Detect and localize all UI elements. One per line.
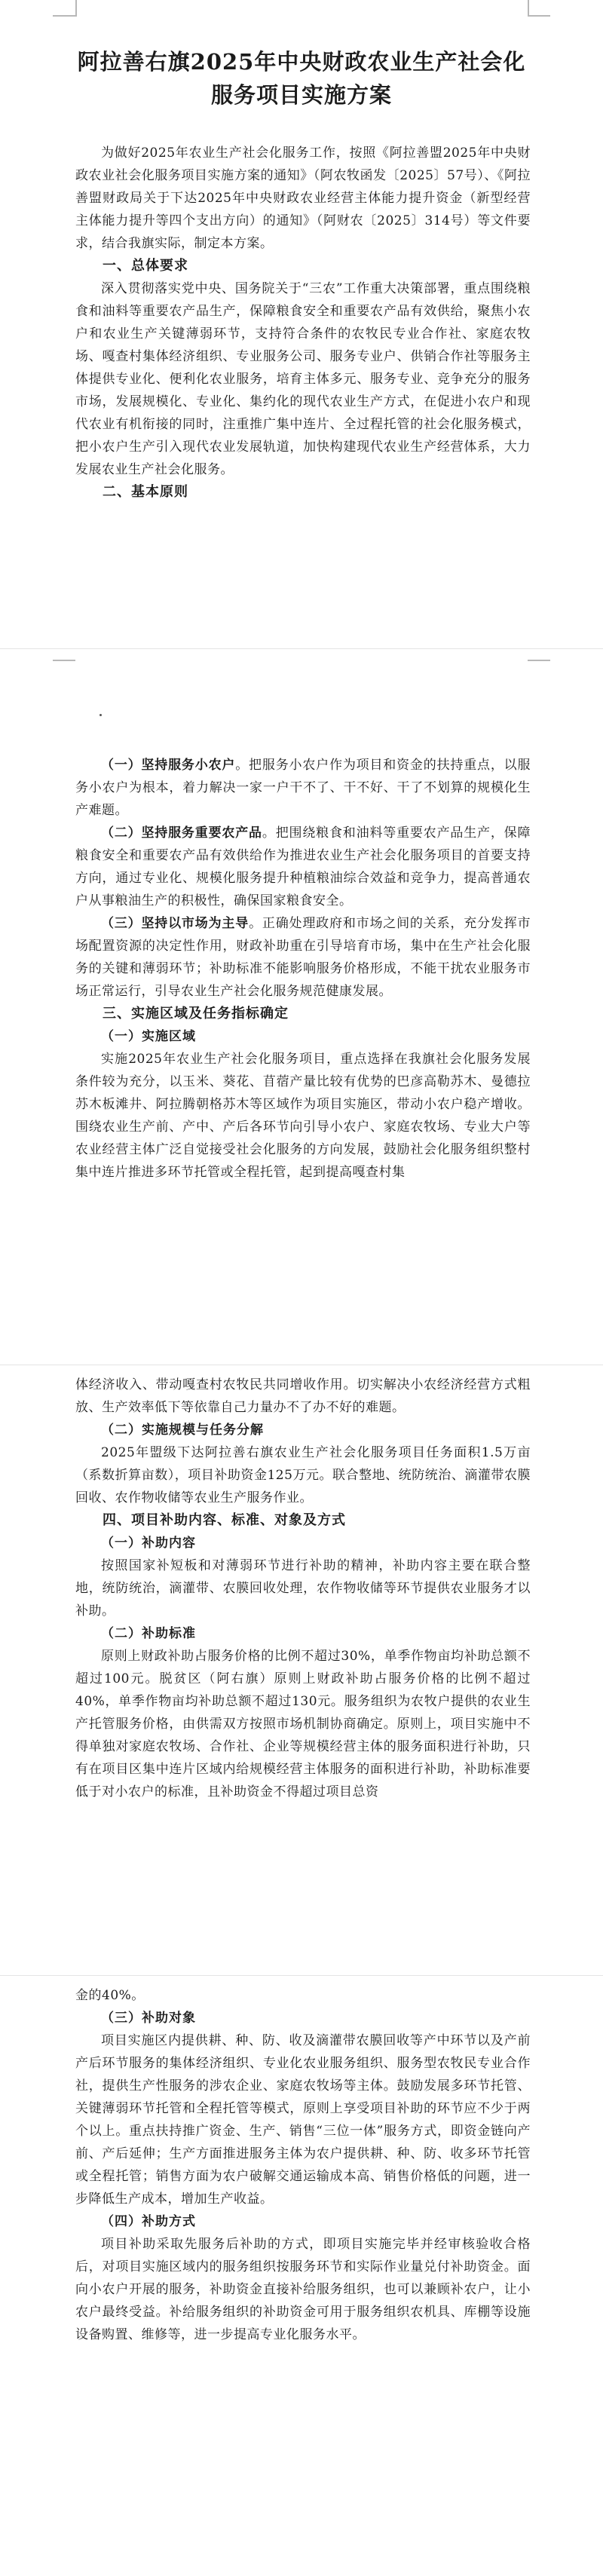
section-3-sub-1-text-a: 实施2025年农业生产社会化服务项目，重点选择在我旗社会化服务发展条件较为充分，以玉米、葵花、苜蓿产量比较有优势的巴彦高勒苏木、曼德拉苏木板滩井、阿拉腾朝格苏木等区域作为项目实施区，带动小农户稳产增收。围绕农业生产前、产中、产后各环节向引导小农户、家庭农牧场、专业大户等农业经营主体广泛自觉接受社会化服务的方向发展，鼓励社会化服务组织整村集中连片推进多环节托管或全程托管，起到提高嘎查村集 [75,1052,531,1180]
principle-1-text: 。把服务小农户作为项目和资金的扶持重点，以服务小农户为根本，着力解决一家一户干不了、干不好、干了不划算的规模化生产难题。 [75,758,531,818]
intro-paragraph: 为做好2025年农业生产社会化服务工作，按照《阿拉善盟2025年中央财政农业社会化服务项目实施方案的通知》（阿农牧函发〔2025〕57号）、《阿拉善盟财政局关于下达2025年中央财政农业经营主体能力提升资金（新型经营主体能力提升等四个支出方向）的通知》（阿财农〔2025〕314号）等文件要求，结合我旗实际，制定本方案。 [75,145,531,251]
principle-2 [75,822,531,912]
principles-block [75,754,531,1184]
document-title [53,45,550,112]
section-4-sub-4-text: 项目补助采取先服务后补助的方式，即项目实施完毕并经审核验收合格后，对项目实施区域内的服务组织按服务环节和实际作业量兑付补助资金。面向小农户开展的服务，补助资金直接补给服务组织，也可以兼顾补农户，让小农户最终受益。补给服务组织的补助资金可用于服务组织农机具、库棚等设施设备购置、维修等，进一步提高专业化服务水平。 [75,2237,531,2342]
principle-2-lead: （二）坚持服务重要农产品 [101,825,262,841]
section-1-text: 深入贯彻落实党中央、国务院关于“三农”工作重大决策部署，重点围绕粮食和油料等重要农产品生产，保障粮食安全和重要农产品有效供给，聚焦小农户和农业生产关键薄弱环节，支持符合条件的农牧民专业合作社、家庭农牧场、嘎查村集体经济组织、专业服务公司、服务专业户、供销合作社等服务主体提供专业化、便利化农业服务，培育主体多元、服务专业、竞争充分的服务市场，发展规模化、专业化、集约化的现代农业生产方式，在促进小农户和现代农业有机衔接的同时，注重推广集中连片、全过程托管的社会化服务模式，把小农户生产引入现代农业发展轨道，加快构建现代农业生产经营体系，大力发展农业生产社会化服务。 [75,281,531,477]
scan-dot [99,714,102,716]
corner-mark [53,660,75,661]
page-seam [0,1975,603,1976]
corner-mark [75,0,77,17]
corner-mark [528,15,550,17]
principle-3-text: 。正确处理政府和市场之间的关系，充分发挥市场配置资源的决定性作用，财政补助重在引导培育市场，集中在生产社会化服务的关键和薄弱环节；补助标准不能影响服务价格形成，不能干扰农业服务市场正常运行，引导农业生产社会化服务规范健康发展。 [75,916,531,999]
section-3-sub-1-text-b: 体经济收入、带动嘎查村农牧民共同增收作用。切实解决小农经济经营方式粗放、生产效率低下等依靠自己力量办不了办不好的难题。 [75,1377,531,1415]
section-3-heading: 三、实施区域及任务指标确定 [103,1006,289,1022]
area-block [75,1374,531,1803]
corner-mark [528,660,550,661]
section-4-heading: 四、项目补助内容、标准、对象及方式 [103,1512,346,1528]
subsidy-block [75,1984,531,2346]
section-3-sub-2: （二）实施规模与任务分解 [101,1423,264,1438]
principle-2-text: 。把围绕粮食和油料等重要农产品生产，保障粮食安全和重要农产品有效供给作为推进农业生产社会化服务项目的首要支持方向，通过专业化、规模化服务提升种植粮油综合效益和竞争力，提高普通农户从事粮油生产的积极性，确保国家粮食安全。 [75,825,531,908]
corner-mark [528,0,529,17]
section-4-sub-1-text: 按照国家补短板和对薄弱环节进行补助的精神，补助内容主要在联合整地，统防统治，滴灌带、农膜回收处理，农作物收储等环节提供农业服务才以补助。 [75,1558,531,1619]
principle-3-lead: （三）坚持以市场为主导 [101,916,249,931]
corner-mark [53,15,75,17]
section-4-sub-4: （四）补助方式 [101,2214,196,2229]
section-3-sub-2-text: 2025年盟级下达阿拉善右旗农业生产社会化服务项目任务面积1.5万亩（系数折算亩数），项目补助资金125万元。联合整地、统防统治、滴灌带农膜回收、农作物收储等农业生产服务作业。 [75,1445,531,1505]
section-3-sub-1: （一）实施区域 [101,1029,196,1044]
section-4-sub-3-text: 项目实施区内提供耕、种、防、收及滴灌带农膜回收等产中环节以及产前产后环节服务的集体经济组织、专业化农业服务组织、服务型农牧民专业合作社，提供生产性服务的涉农企业、家庭农牧场等主体。鼓励发展多环节托管、关键薄弱环节托管和全程托管等模式，原则上享受项目补助的环节应不少于两个以上。重点扶持推广资金、生产、销售“三位一体”服务方式，即资金链向产前、产后延伸；生产方面推进服务主体为农户提供耕、种、防、收多环节托管或全程托管；销售方面为农户破解交通运输成本高、销售价格低的问题，进一步降低生产成本，增加生产收益。 [75,2033,531,2207]
title-line-1: 阿拉善右旗2025年中央财政农业生产社会化 [77,49,526,75]
principle-1-lead: （一）坚持服务小农户 [101,758,236,773]
section-4-sub-2-text-b: 金的40%。 [75,1988,145,2003]
principle-3 [75,912,531,1003]
principle-1 [75,754,531,822]
section-2-heading: 二、基本原则 [103,484,188,500]
section-4-sub-3: （三）补助对象 [101,2011,196,2026]
intro-block [75,142,531,504]
section-4-sub-2: （二）补助标准 [101,1626,196,1641]
section-4-sub-1: （一）补助内容 [101,1536,196,1551]
section-1-heading: 一、总体要求 [103,258,188,274]
title-line-2: 服务项目实施方案 [210,82,392,108]
section-4-sub-2-text-a: 原则上财政补助占服务价格的比例不超过30%，单季作物亩均补助总额不超过100元。脱贫区（阿右旗）原则上财政补助占服务价格的比例不超过40%，单季作物亩均补助总额不超过130元。服务组织为农牧户提供的农业生产托管服务价格，由供需双方按照市场机制协商确定。原则上，项目实施中不得单独对家庭农牧场、合作社、企业等规模经营主体的服务面积进行补助，只有在项目区集中连片区域内给规模经营主体服务的面积进行补助，补助标准要低于对小农户的标准，且补助资金不得超过项目总资 [75,1649,531,1800]
page-seam [0,648,603,649]
